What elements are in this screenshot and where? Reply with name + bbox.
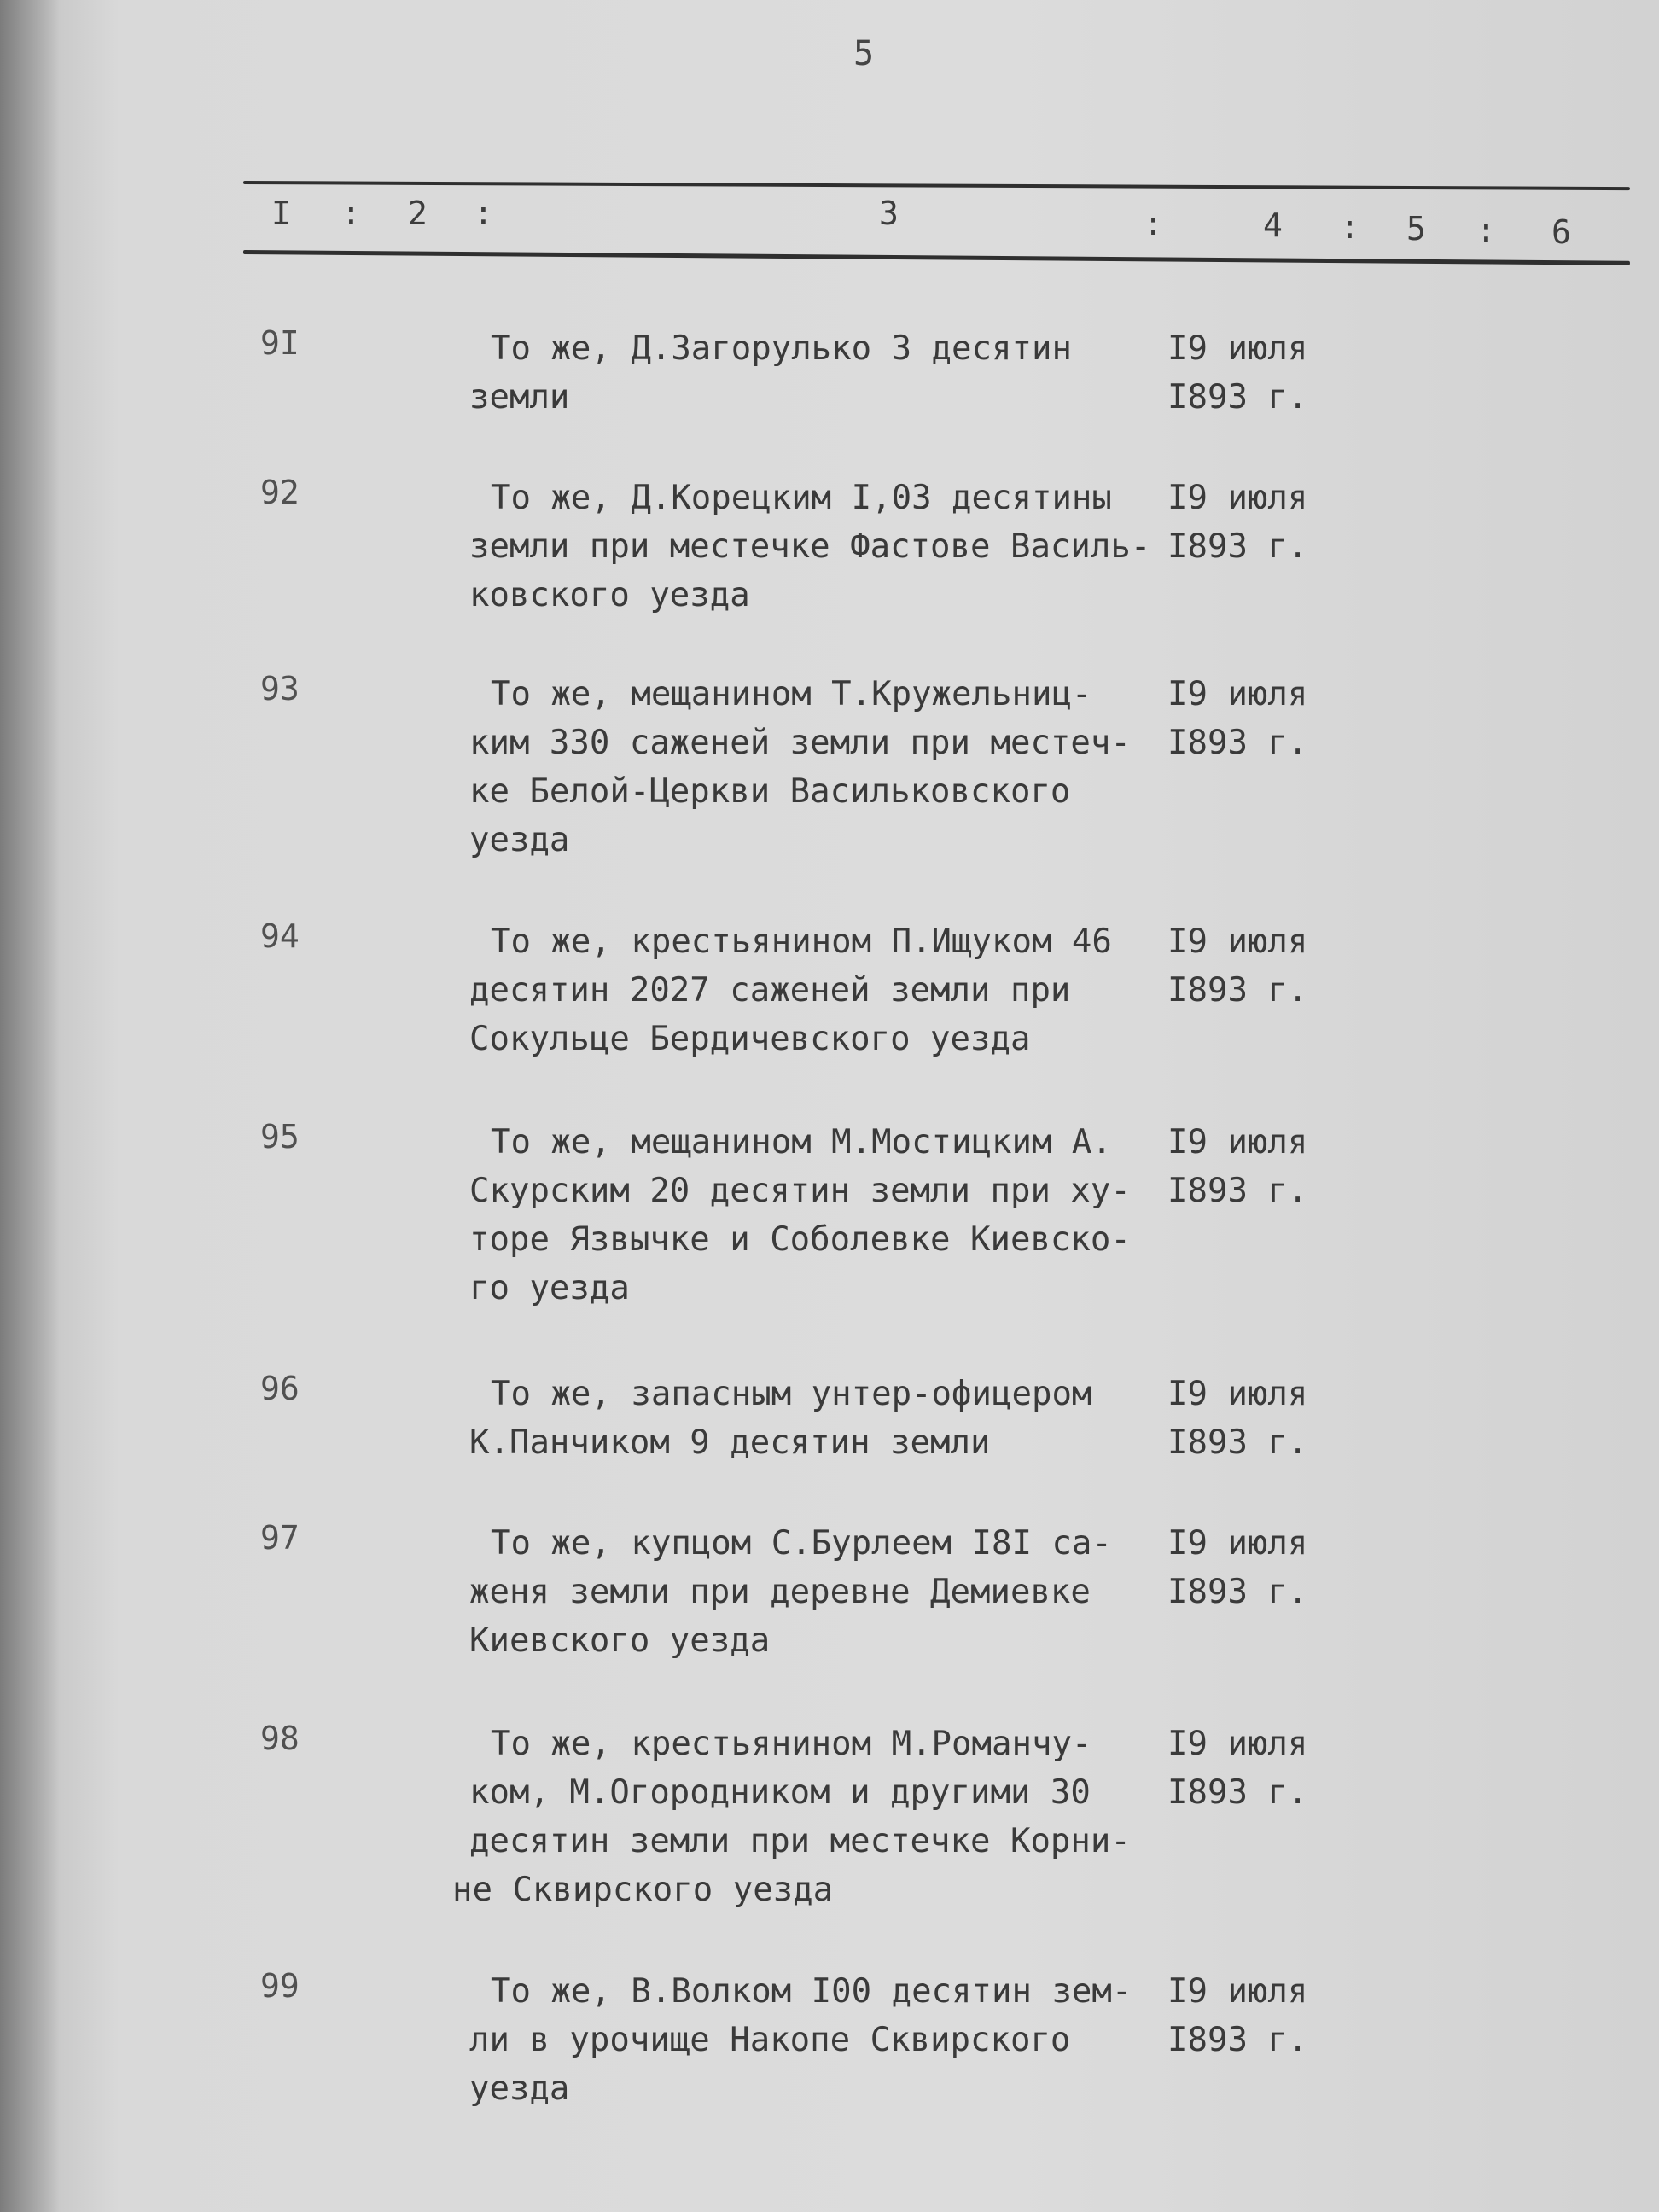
entry-line: ке Белой-Церкви Васильковского [469, 772, 1071, 811]
entry-date-day: I9 июля [1167, 329, 1308, 368]
header-separator: : [474, 195, 493, 232]
entry-line: уезда [469, 2069, 570, 2108]
entry-number: 9I [260, 324, 300, 362]
entry-date [1167, 917, 1338, 1015]
entry-date-year: I893 г. [1167, 1423, 1308, 1462]
entry-line: Киевского уезда [469, 1621, 771, 1660]
entry-description [469, 324, 1169, 422]
entry-number: 97 [260, 1519, 300, 1557]
header-separator: : [341, 195, 361, 232]
entry-line: женя земли при деревне Демиевке [469, 1573, 1091, 1611]
entry-number: 94 [260, 917, 300, 955]
entry-description [469, 1519, 1169, 1665]
header-col-6: 6 [1551, 213, 1571, 251]
entry-line: торе Язвычке и Соболевке Киевско- [469, 1220, 1131, 1259]
header-separator: : [1476, 212, 1496, 249]
entry-line: ким 330 саженей земли при местеч- [469, 724, 1131, 762]
entry-date-day: I9 июля [1167, 923, 1308, 961]
entry-line: Сокульце Бердичевского уезда [469, 1020, 1031, 1058]
entry-line: десятин 2027 саженей земли при [469, 971, 1071, 1010]
entry-date [1167, 1720, 1338, 1817]
entry-date [1167, 474, 1338, 571]
entry-line: То же, крестьянином П.Ищуком 46 [491, 923, 1112, 961]
entry-line: То же, Д.Корецким I,03 десятины [491, 479, 1112, 517]
entry-number: 93 [260, 670, 300, 707]
entry-line: ком, М.Огородником и другими 30 [469, 1773, 1091, 1812]
entry-line: То же, купцом С.Бурлеем I8I са- [491, 1524, 1112, 1563]
entry-description [469, 1370, 1169, 1467]
entry-line: не Сквирского уезда [452, 1871, 834, 1909]
entry-date-year: I893 г. [1167, 378, 1308, 416]
header-col-2: 2 [408, 195, 428, 232]
entry-line: десятин земли при местечке Корни- [469, 1822, 1131, 1860]
entry-line: земли при местечке Фастове Василь- [469, 527, 1151, 566]
entry-date-year: I893 г. [1167, 1573, 1308, 1611]
entry-line: То же, запасным унтер-офицером [491, 1375, 1092, 1413]
entry-line: земли [469, 378, 570, 416]
table-row [0, 917, 1659, 1118]
header-separator: : [1340, 208, 1359, 246]
table-row [0, 1370, 1659, 1519]
entry-date-day: I9 июля [1167, 479, 1308, 517]
entry-line: уезда [469, 821, 570, 859]
entry-number: 95 [260, 1118, 300, 1155]
table-row [0, 1519, 1659, 1720]
header-col-5: 5 [1406, 210, 1426, 247]
entry-line: Скурским 20 десятин земли при ху- [469, 1172, 1131, 1210]
header-separator: : [1144, 205, 1163, 242]
entry-date [1167, 1118, 1338, 1215]
entry-date-day: I9 июля [1167, 1725, 1308, 1763]
entry-date [1167, 1967, 1338, 2064]
entry-line: К.Панчиком 9 десятин земли [469, 1423, 991, 1462]
entry-date-day: I9 июля [1167, 1972, 1308, 2011]
entry-line: То же, крестьянином М.Романчу- [491, 1725, 1092, 1763]
entry-description [469, 670, 1169, 864]
entry-date-year: I893 г. [1167, 2021, 1308, 2059]
entry-date [1167, 670, 1338, 767]
entry-description [469, 474, 1169, 620]
entry-date-day: I9 июля [1167, 1524, 1308, 1563]
entry-date-day: I9 июля [1167, 675, 1308, 713]
table-header [0, 195, 1659, 251]
entry-line: То же, мещанином М.Мостицким А. [491, 1123, 1112, 1161]
entry-number: 98 [260, 1720, 300, 1757]
entry-number: 92 [260, 474, 300, 511]
entry-line: го уезда [469, 1269, 630, 1307]
entry-date [1167, 1370, 1338, 1467]
entry-number: 96 [260, 1370, 300, 1407]
entry-date-year: I893 г. [1167, 724, 1308, 762]
header-rule-bottom [243, 250, 1630, 265]
entry-description [469, 917, 1169, 1063]
entry-number: 99 [260, 1967, 300, 2005]
table-row [0, 1720, 1659, 1967]
entry-description [452, 1720, 1169, 1914]
header-col-1: I [271, 195, 291, 232]
entry-line: То же, Д.Загорулько 3 десятин [491, 329, 1072, 368]
entry-date-year: I893 г. [1167, 971, 1308, 1010]
entry-date-year: I893 г. [1167, 527, 1308, 566]
entry-line: То же, В.Волком I00 десятин зем- [491, 1972, 1132, 2011]
entry-date [1167, 324, 1338, 422]
entry-line: ковского уезда [469, 576, 750, 614]
entry-date-day: I9 июля [1167, 1123, 1308, 1161]
entry-line: ли в урочище Накопе Сквирского [469, 2021, 1071, 2059]
table-row [0, 474, 1659, 670]
entry-date [1167, 1519, 1338, 1616]
header-col-4: 4 [1263, 207, 1283, 244]
table-row [0, 1967, 1659, 2138]
table-row [0, 670, 1659, 917]
table-row [0, 1118, 1659, 1370]
entry-description [469, 1118, 1169, 1313]
entry-date-day: I9 июля [1167, 1375, 1308, 1413]
entry-description [469, 1967, 1169, 2113]
table-row [0, 324, 1659, 474]
entries-list [0, 324, 1659, 2138]
page-number: 5 [853, 34, 875, 73]
header-col-3: 3 [879, 195, 899, 232]
entry-line: То же, мещанином Т.Кружельниц- [491, 675, 1092, 713]
entry-date-year: I893 г. [1167, 1773, 1308, 1812]
entry-date-year: I893 г. [1167, 1172, 1308, 1210]
header-rule-top [243, 181, 1630, 190]
